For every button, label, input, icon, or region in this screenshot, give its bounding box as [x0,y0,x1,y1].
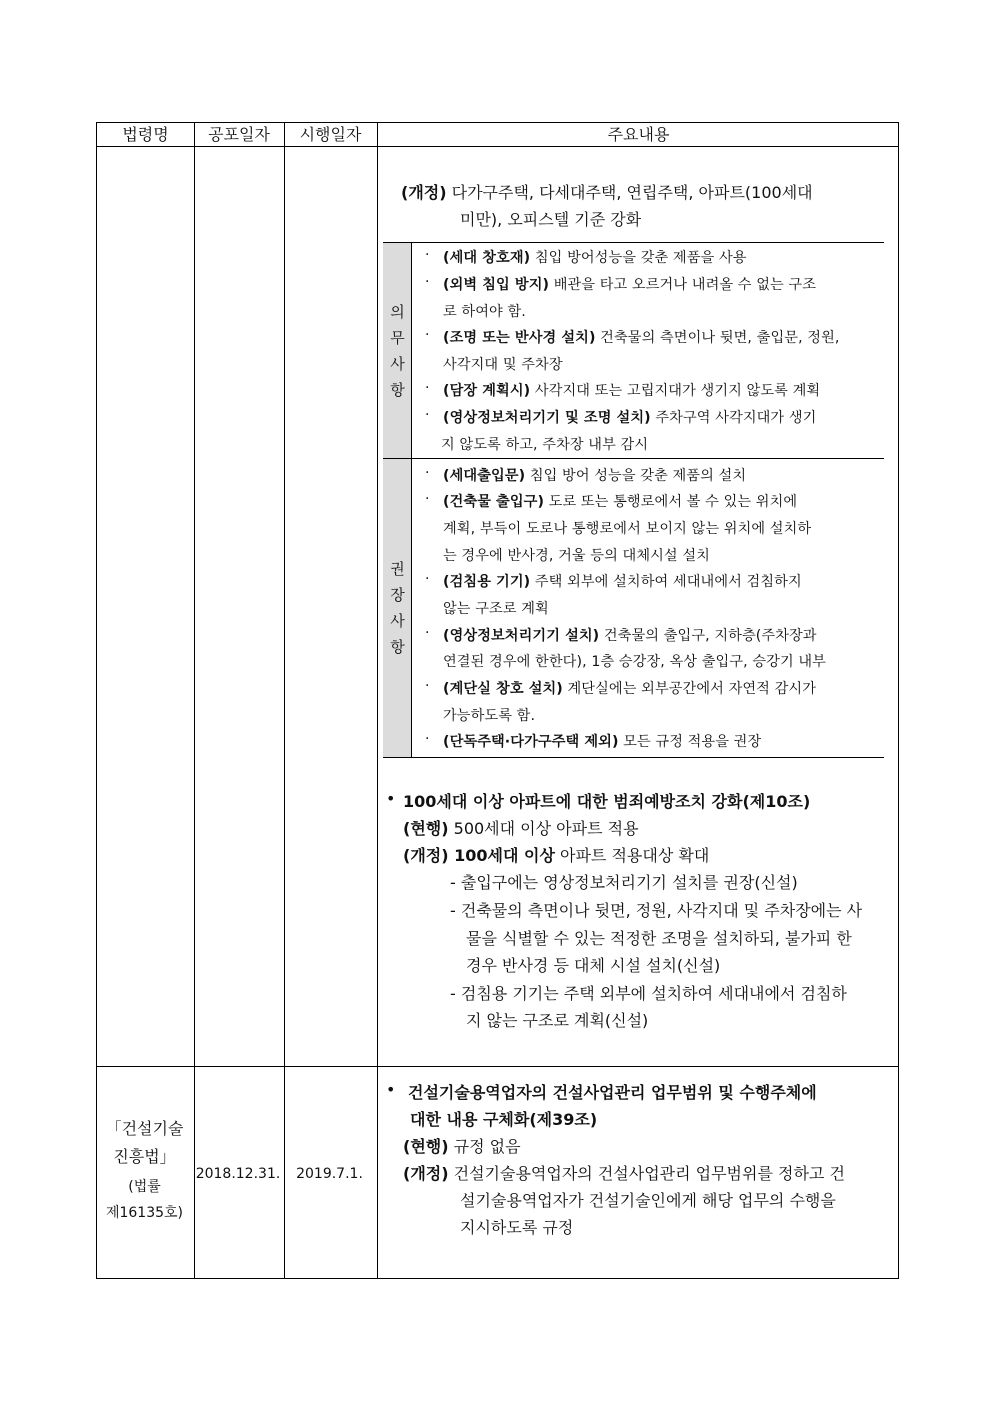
rec-item-cont: 연결된 경우에 한한다), 1층 승강장, 옥상 출입구, 승강기 내부 [443,654,826,670]
rec-item: (세대출입문) 침입 방어 성능을 갖춘 제품의 설치 [443,468,747,484]
row2-title-1: 건설기술용역업자의 건설사업관리 업무범위 및 수행주체에 [408,1083,817,1102]
sub-item-cont: 지 않는 구조로 계획(신설) [466,1011,649,1030]
amend-line-2: 미만), 오피스텔 기준 강화 [460,210,642,229]
header-divider [97,146,898,147]
duty-label-4: 항 [390,381,405,399]
duty-item: (외벽 침입 방지) 배관을 타고 오르거나 내려올 수 없는 구조 [443,277,817,293]
duty-item-cont: 지 않도록 하고, 주차장 내부 감시 [441,437,649,453]
duty-item: (담장 계획시) 사각지대 또는 고립지대가 생기지 않도록 계획 [443,383,821,399]
rec-item-cont: 계획, 부득이 도로나 통행로에서 보이지 않는 위치에 설치하 [443,521,812,537]
duty-item-cont: 사각지대 및 주차장 [443,357,563,373]
rec-item: (단독주택·다가구주택 제외) 모든 규정 적용을 권장 [443,734,762,750]
row2-amend-cont: 설기술용역업자가 건설기술인에게 해당 업무의 수행을 [460,1191,836,1210]
row2-current: (현행) 규정 없음 [403,1137,521,1156]
rec-item: (계단실 창호 설치) 계단실에는 외부공간에서 자연적 감시가 [443,681,817,697]
header-law-name: 법령명 [122,125,169,144]
rec-item: (영상정보처리기기 설치) 건축물의 출입구, 지하층(주차장과 [443,628,817,644]
law-table [96,122,899,1279]
duty-label-cell [383,243,412,458]
rec-label-3: 사 [390,612,405,630]
col-divider [194,123,195,1278]
duty-label-1: 의 [390,303,405,321]
rec-item: (건축물 출입구) 도로 또는 통행로에서 볼 수 있는 위치에 [443,494,798,510]
duty-item: (세대 창호재) 침입 방어성능을 갖춘 제품을 사용 [443,250,747,266]
law-name: 「건설기술 진흥법」 (법률 제16135호) [105,1119,184,1221]
bullet: • [386,1080,396,1099]
duty-item: (조명 또는 반사경 설치) 건축물의 측면이나 뒷면, 출입문, 정원, [443,330,840,346]
duty-item-cont: 로 하여야 함. [443,304,526,320]
header-main-content: 주요내용 [607,125,670,144]
amend-line-1 [401,180,813,203]
promulgation-date: 2018.12.31. [195,1166,281,1182]
sub-item: - 검침용 기기는 주택 외부에 설치하여 세대내에서 검침하 [450,984,847,1003]
duty-box-top [383,242,884,243]
col-divider [284,123,285,1278]
duty-label-3: 사 [390,355,405,373]
rec-box-top [383,458,884,459]
sub-item: - 출입구에는 영상정보처리기기 설치를 권장(신설) [450,873,798,892]
current-line: (현행) 500세대 이상 아파트 적용 [403,819,639,838]
sub-item-cont: 경우 반사경 등 대체 시설 설치(신설) [466,956,721,975]
rec-box-bottom [383,757,884,758]
amend2-line: (개정) 100세대 이상 아파트 적용대상 확대 [403,846,710,865]
amend-text-1: 다가구주택, 다세대주택, 연립주택, 아파트(100세대 [451,183,813,202]
duty-item: (영상정보처리기기 및 조명 설치) 주차구역 사각지대가 생기 [443,410,817,426]
bullet: • [386,789,396,808]
rec-label-cell [383,459,412,757]
rec-item-cont: 않는 구조로 계획 [443,601,549,617]
duty-label-2: 무 [390,329,405,347]
rec-label-4: 항 [390,638,405,656]
header-promulgation-date: 공포일자 [208,125,270,144]
rec-item-cont: 는 경우에 반사경, 거울 등의 대체시설 설치 [443,548,710,564]
row-divider [97,1066,898,1067]
row2-title-2: 대한 내용 구체화(제39조) [410,1110,598,1129]
amend-label: (개정) [401,183,447,202]
sub-item: - 건축물의 측면이나 뒷면, 정원, 사각지대 및 주차장에는 사 [450,901,863,920]
header-effective-date: 시행일자 [299,125,362,144]
sub-item-cont: 물을 식별할 수 있는 적정한 조명을 설치하되, 불가피 한 [466,929,852,948]
row2-amend-cont: 지시하도록 규정 [460,1218,574,1237]
effective-date: 2019.7.1. [296,1166,363,1182]
rec-label-2: 장 [390,586,405,604]
col-divider [377,123,378,1278]
apt-title: 100세대 이상 아파트에 대한 범죄예방조치 강화(제10조) [403,792,811,811]
rec-label-1: 권 [390,560,405,578]
document-page: 법령명 공포일자 시행일자 주요내용 (개정) 다가구주택, 다세대주택, 연립주택, 아파트(100세대 미만), 오피스텔 기준 강화 의 무 사 항 · (세대 창호재) 침입 방어성능을 갖춘 제품을 사용 · (외벽 침입 방지) 배관을 타고 오르거나 내려올 수 없는 구조 로 하여야 함. · (조명 또는 반사경 설치) 건축물의 측면이나 뒷면, 출입문, 정원, 사각지대 및 주차장 · (담장 계획시) 사각지대 또는 고립지대가 생기지 않도록 계획 · (영상정보처리기기 및 조명 설치) 주차구역 사각지대가 생기 지 않도록 하고, 주차장 내부 감시 권 장 사 항 · (세대출입문) 침입 방어 성능을 갖춘 제품의 설치 · (건축물 출입구) 도로 또는 통행로에서 볼 수 있는 위치에 계획, 부득이 도로나 통행로에서 보이지 않는 위치에 설치하 는 경우에 반사경, 거울 등의 대체시설 설치 · (검침용 기기) 주택 외부에 설치하여 세대내에서 검침하지 않는 구조로 계획 · (영상정보처리기기 설치) 건축물의 출입구, 지하층(주차장과 연결된 경우에 한한다), 1층 승강장, 옥상 출입구, 승강기 내부 · (계단실 창호 설치) 계단실에는 외부공간에서 자연적 감시가 가능하도록 함. · (단독주택·다가구주택 제외) 모든 규정 적용을 권장 • 100세대 이상 아파트에 대한 범죄예방조치 강화(제10조) (현행) 500세대 이상 아파트 적용 (개정) 100세대 이상 아파트 적용대상 확대 - 출입구에는 영상정보처리기기 설치를 권장(신설) - 건축물의 측면이나 뒷면, 정원, 사각지대 및 주차장에는 사 물을 식별할 수 있는 적정한 조명을 설치하되, 불가피 한 경우 반사경 등 대체 시설 설치(신설) - 검침용 기기는 주택 외부에 설치하여 세대내에서 검침하 지 않는 구조로 계획(신설) 「건설기술 진흥법」 (법률 제16135호) 2018.12.31. 2019.7.1. • 건설기술용역업자의 건설사업관리 업무범위 및 수행주체에 대한 내용 구체화(제39조) (현행) 규정 없음 (개정) 건설기술용역업자의 건설사업관리 업무범위를 정하고 건 설기술용역업자가 건설기술인에게 해당 업무의 수행을 지시하도록 규정 [0,0,992,1403]
row2-amend: (개정) 건설기술용역업자의 건설사업관리 업무범위를 정하고 건 [403,1164,845,1183]
rec-item: (검침용 기기) 주택 외부에 설치하여 세대내에서 검침하지 [443,574,802,590]
rec-item-cont: 가능하도록 함. [443,708,536,724]
